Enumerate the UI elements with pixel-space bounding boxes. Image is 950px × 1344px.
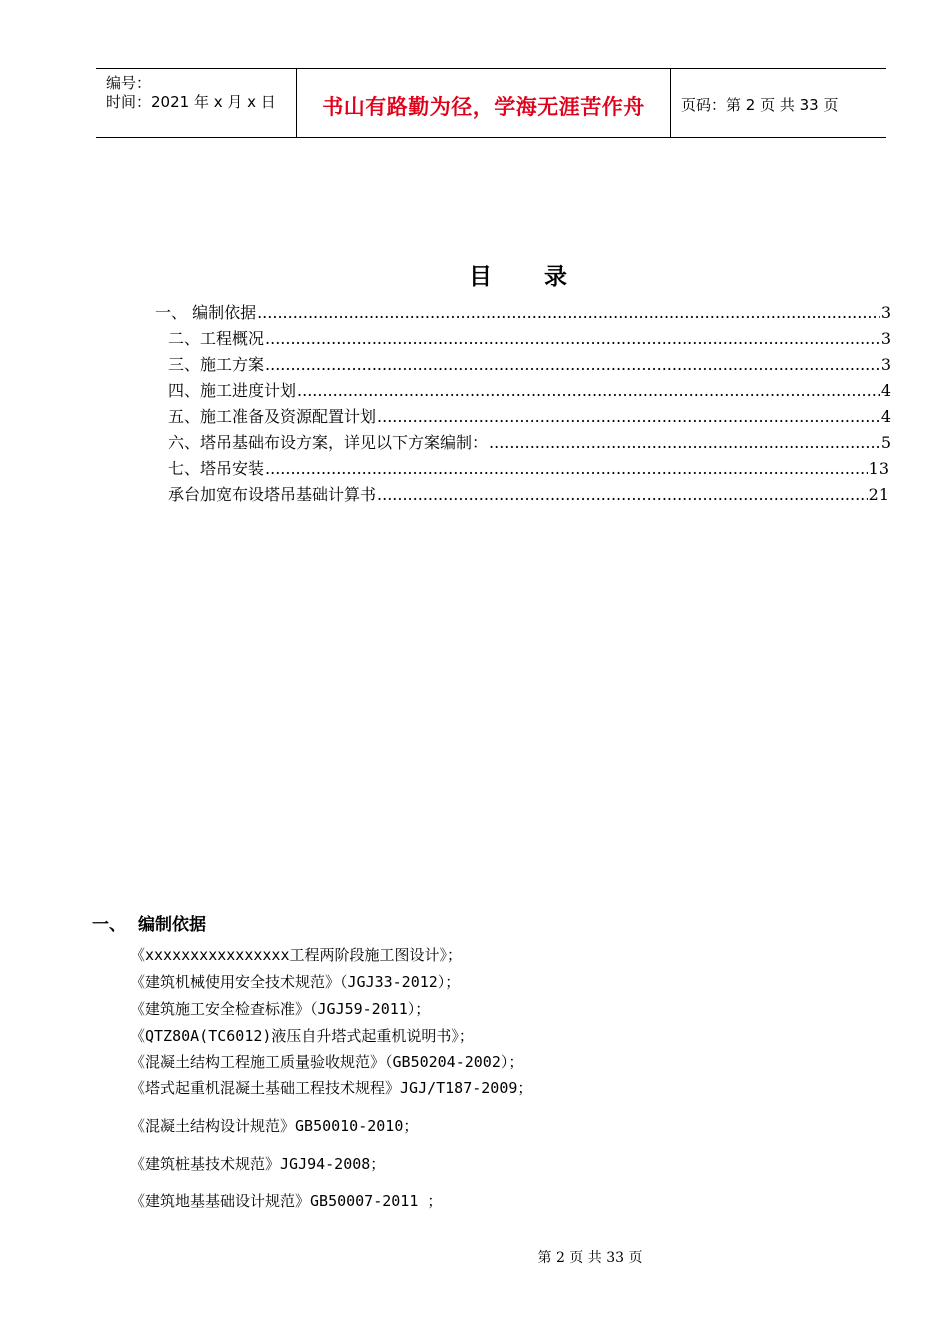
toc-entry-page: 3 [880,303,891,322]
toc-title-char-2: 录 [544,263,567,290]
toc-entry-label: 承台加宽布设塔吊基础计算书 [168,485,377,504]
motto-text: 书山有路勤为径，学海无涯苦作舟 [322,95,645,119]
toc-leader-dots [265,352,880,378]
toc-entry-page: 13 [868,459,889,478]
toc-entry-page: 3 [880,329,891,348]
reference-item: 《建筑施工安全检查标准》（JGJ59-2011）； [130,1000,431,1018]
toc-title-char-1: 目 [469,263,492,290]
toc-leader-dots [489,430,880,456]
section-title: 编制依据 [138,915,206,935]
toc-leader-dots [257,300,880,326]
toc-entry[interactable] [155,404,891,430]
toc-entry[interactable] [155,482,891,508]
toc-entry[interactable] [155,326,891,352]
toc-entry[interactable] [155,378,891,404]
footer-page-number: 第 2 页 共 33 页 [537,1250,643,1266]
toc-entry-label: 三、施工方案 [168,355,265,374]
toc-entry-label: 一、 编制依据 [155,303,257,322]
toc-leader-dots [265,456,868,482]
toc-entry[interactable] [155,456,891,482]
reference-item: 《塔式起重机混凝土基础工程技术规程》JGJ/T187-2009； [130,1079,533,1097]
section-number: 一、 [92,915,126,935]
reference-item: 《混凝土结构工程施工质量验收规范》（GB50204-2002）； [130,1053,524,1071]
reference-item: 《建筑机械使用安全技术规范》（JGJ33-2012）； [130,973,461,991]
toc-entry-label: 七、塔吊安装 [168,459,265,478]
section-heading [92,910,206,935]
toc-entry-label: 四、施工进度计划 [168,381,297,400]
page-header [96,68,886,138]
page-footer [0,1247,950,1267]
header-page-number: 页码：第 2 页 共 33 页 [681,96,839,114]
header-motto-cell [297,69,671,137]
toc-entry[interactable] [155,352,891,378]
toc-leader-dots [297,378,880,404]
toc-leader-dots [377,404,880,430]
toc-entry-label: 二、工程概况 [168,329,265,348]
toc-title [0,258,950,291]
date-label: 时间：2021 年 x 月 x 日 [106,93,276,111]
reference-item: 《xxxxxxxxxxxxxxxx工程两阶段施工图设计》； [130,946,462,964]
reference-item: 《建筑桩基技术规范》JGJ94-2008； [130,1155,386,1173]
toc-entry-page: 4 [880,407,891,426]
toc-leader-dots [377,482,868,508]
toc-entry[interactable] [155,430,891,456]
header-meta-cell [96,69,297,137]
toc-entry[interactable] [155,300,891,326]
toc-entry-label: 五、施工准备及资源配置计划 [168,407,377,426]
reference-item: 《混凝土结构设计规范》GB50010-2010； [130,1117,419,1135]
toc-entry-page: 4 [880,381,891,400]
header-page-cell [671,69,886,137]
toc-entry-page: 21 [868,485,889,504]
reference-item: 《QTZ80A(TC6012)液压自升塔式起重机说明书》； [130,1027,474,1045]
toc-entry-page: 3 [880,355,891,374]
reference-item: 《建筑地基基础设计规范》GB50007-2011 ； [130,1192,443,1210]
toc-leader-dots [265,326,880,352]
table-of-contents [155,300,891,508]
toc-entry-label: 六、塔吊基础布设方案，详见以下方案编制： [168,433,489,452]
doc-number-label: 编号： [106,74,152,92]
toc-entry-page: 5 [880,433,891,452]
